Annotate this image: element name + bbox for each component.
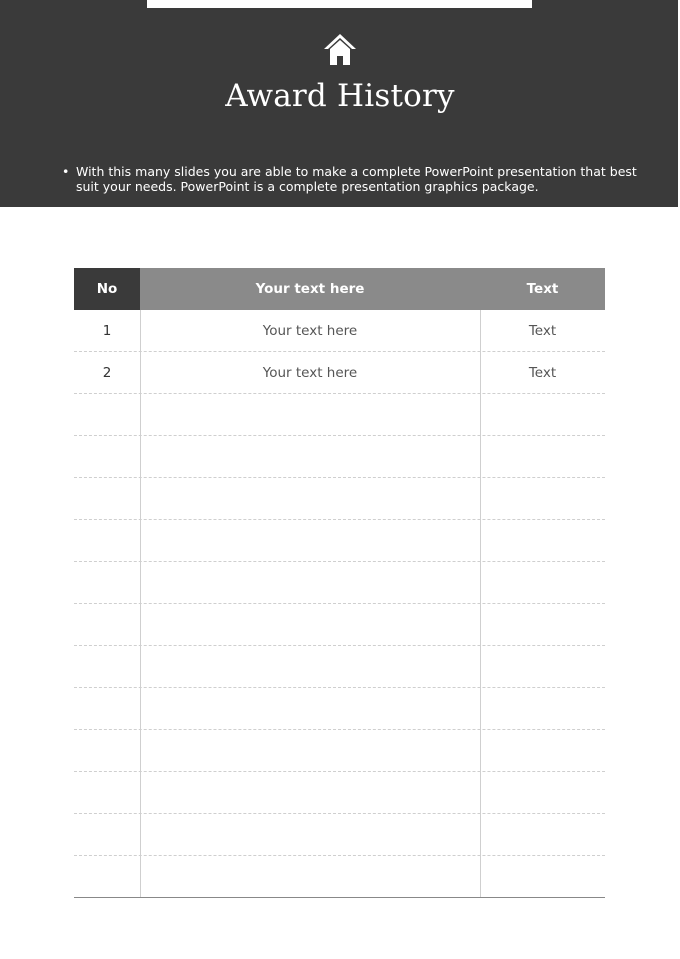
table-row	[74, 688, 605, 730]
cell-main	[140, 856, 480, 898]
table-row	[74, 814, 605, 856]
table-row	[74, 856, 605, 898]
cell-no	[74, 688, 140, 730]
description-body: With this many slides you are able to make a complete PowerPoint presentation that best suit your needs. PowerPoint is a complete presentation graphics package.	[76, 164, 637, 194]
column-divider	[140, 310, 141, 898]
top-white-bar	[147, 0, 532, 8]
cell-main	[140, 814, 480, 856]
bullet-mark: •	[62, 164, 70, 179]
cell-no	[74, 394, 140, 436]
cell-main	[140, 478, 480, 520]
header-text: Text	[526, 281, 559, 297]
table-row	[74, 562, 605, 604]
cell-main	[140, 436, 480, 478]
award-table	[74, 268, 605, 898]
table-row	[74, 436, 605, 478]
cell-text	[480, 562, 605, 604]
cell-text	[480, 394, 605, 436]
cell-no	[74, 646, 140, 688]
table-row	[74, 604, 605, 646]
cell-main	[140, 562, 480, 604]
cell-main	[140, 604, 480, 646]
cell-no	[74, 520, 140, 562]
table-row	[74, 310, 605, 352]
cell-text	[480, 730, 605, 772]
cell-main: Your text here	[262, 323, 358, 339]
cell-main	[140, 394, 480, 436]
cell-no	[74, 478, 140, 520]
cell-text	[480, 688, 605, 730]
cell-no	[74, 814, 140, 856]
cell-main	[140, 688, 480, 730]
cell-text	[480, 772, 605, 814]
header-banner	[0, 0, 678, 207]
table-row	[74, 394, 605, 436]
cell-main	[140, 646, 480, 688]
cell-text	[480, 436, 605, 478]
cell-text	[480, 814, 605, 856]
cell-text	[480, 604, 605, 646]
cell-main: Your text here	[262, 365, 358, 381]
table-row	[74, 352, 605, 394]
cell-main	[140, 520, 480, 562]
table-row	[74, 772, 605, 814]
header-no: No	[74, 268, 140, 310]
cell-main	[140, 772, 480, 814]
cell-text	[480, 856, 605, 898]
cell-no	[74, 730, 140, 772]
page-title: Award History	[225, 78, 455, 114]
header-main: Your text here	[255, 281, 365, 297]
cell-text: Text	[528, 365, 557, 381]
cell-no: 2	[102, 365, 112, 381]
cell-no: 1	[102, 323, 112, 339]
cell-text: Text	[528, 323, 557, 339]
home-icon	[322, 31, 358, 67]
table-header	[74, 268, 605, 310]
table-row	[74, 520, 605, 562]
cell-text	[480, 478, 605, 520]
cell-no	[74, 436, 140, 478]
cell-text	[480, 646, 605, 688]
cell-text	[480, 520, 605, 562]
cell-no	[74, 604, 140, 646]
cell-main	[140, 730, 480, 772]
column-divider	[480, 310, 481, 898]
table-row	[74, 646, 605, 688]
table-row	[74, 478, 605, 520]
table-bottom-border	[74, 897, 605, 898]
description-text	[62, 164, 656, 194]
cell-no	[74, 772, 140, 814]
cell-no	[74, 856, 140, 898]
cell-no	[74, 562, 140, 604]
table-row	[74, 730, 605, 772]
